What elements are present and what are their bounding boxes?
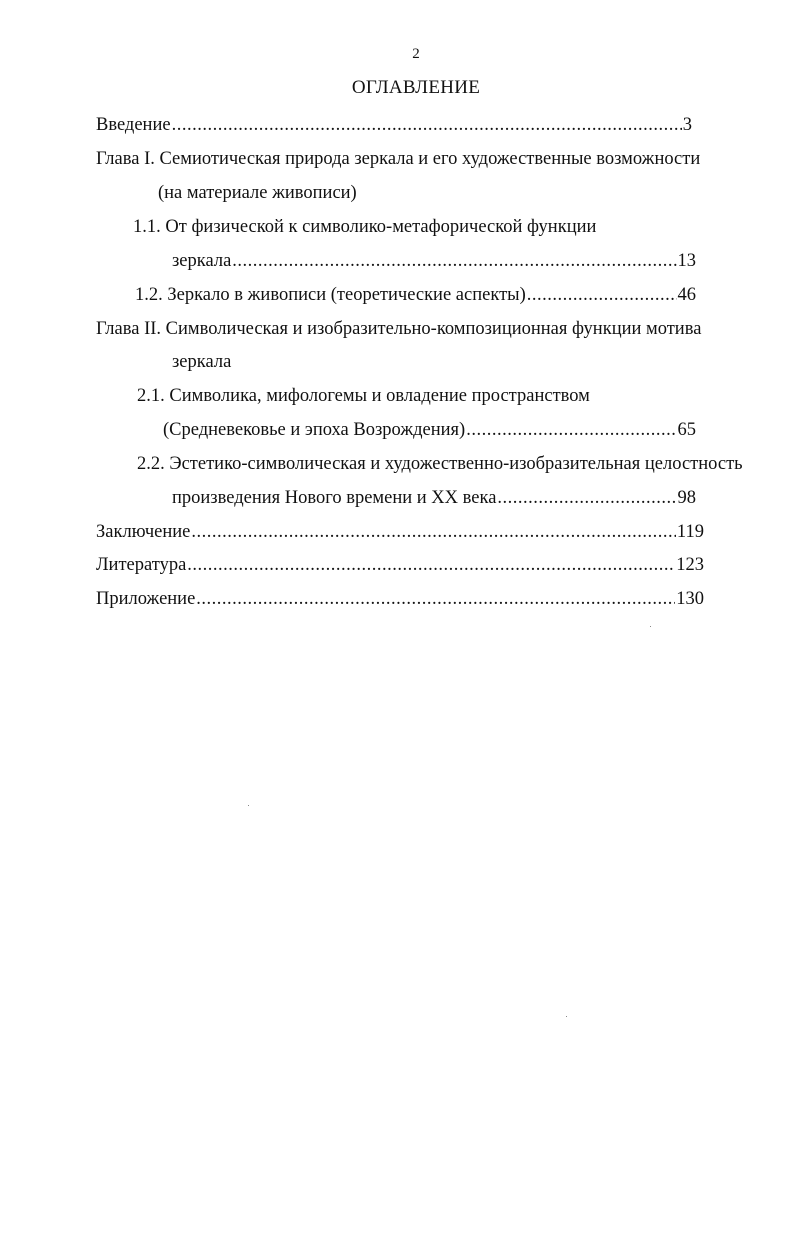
scan-speck <box>248 805 249 806</box>
toc-entry-label: Введение <box>96 115 171 135</box>
toc-section-2-1-line1[interactable]: 2.1. Символика, мифологемы и овладение пространством <box>137 386 590 406</box>
toc-chapter-1-line2[interactable]: (на материале живописи) <box>158 183 357 203</box>
toc-entry-intro[interactable] <box>96 113 692 137</box>
toc-entry-label: Литература <box>96 555 187 575</box>
toc-entry-literature[interactable] <box>96 553 704 577</box>
dot-leader <box>232 249 676 273</box>
scan-speck <box>566 1016 567 1017</box>
toc-entry-appendix[interactable] <box>96 587 704 611</box>
toc-section-2-2-line1[interactable]: 2.2. Эстетико-символическая и художественно-изобразительная целостность <box>137 454 743 474</box>
toc-entry-label: (Средневековье и эпоха Возрождения) <box>163 420 466 440</box>
dot-leader <box>187 553 675 577</box>
toc-chapter-1-line1[interactable]: Глава I. Семиотическая природа зеркала и его художественные возможности <box>96 149 701 169</box>
toc-chapter-2-line2[interactable]: зеркала <box>172 352 232 372</box>
toc-page-number: 3 <box>682 115 692 135</box>
page-number: 2 <box>412 46 420 62</box>
toc-entry-section-1-2[interactable] <box>135 283 696 307</box>
toc-page-number: 119 <box>676 522 704 542</box>
dot-leader <box>466 418 676 442</box>
toc-page-number: 46 <box>677 285 696 305</box>
toc-entry-conclusion[interactable] <box>96 520 704 544</box>
dot-leader <box>172 113 682 137</box>
toc-entry-label: Приложение <box>96 589 196 609</box>
toc-entry-section-2-1[interactable] <box>163 418 696 442</box>
toc-page-number: 123 <box>676 555 704 575</box>
dot-leader <box>191 520 676 544</box>
toc-entry-label: произведения Нового времени и XX века <box>172 488 497 508</box>
toc-entry-label: зеркала <box>172 251 232 271</box>
toc-entry-section-1-1[interactable] <box>172 249 696 273</box>
toc-entry-label: Заключение <box>96 522 191 542</box>
dot-leader <box>527 283 677 307</box>
toc-page-number: 98 <box>677 488 696 508</box>
dot-leader <box>497 486 676 510</box>
toc-title: ОГЛАВЛЕНИЕ <box>351 77 481 98</box>
toc-entry-section-2-2[interactable] <box>172 486 696 510</box>
scan-speck <box>650 626 651 627</box>
dot-leader <box>196 587 675 611</box>
toc-page-number: 130 <box>676 589 704 609</box>
toc-section-1-1-line1[interactable]: 1.1. От физической к символико-метафорической функции <box>133 217 597 237</box>
toc-chapter-2-line1[interactable]: Глава II. Символическая и изобразительно-композиционная функции мотива <box>96 319 702 339</box>
toc-page-number: 13 <box>677 251 696 271</box>
toc-page-number: 65 <box>677 420 696 440</box>
toc-entry-label: 1.2. Зеркало в живописи (теоретические аспекты) <box>135 285 526 305</box>
